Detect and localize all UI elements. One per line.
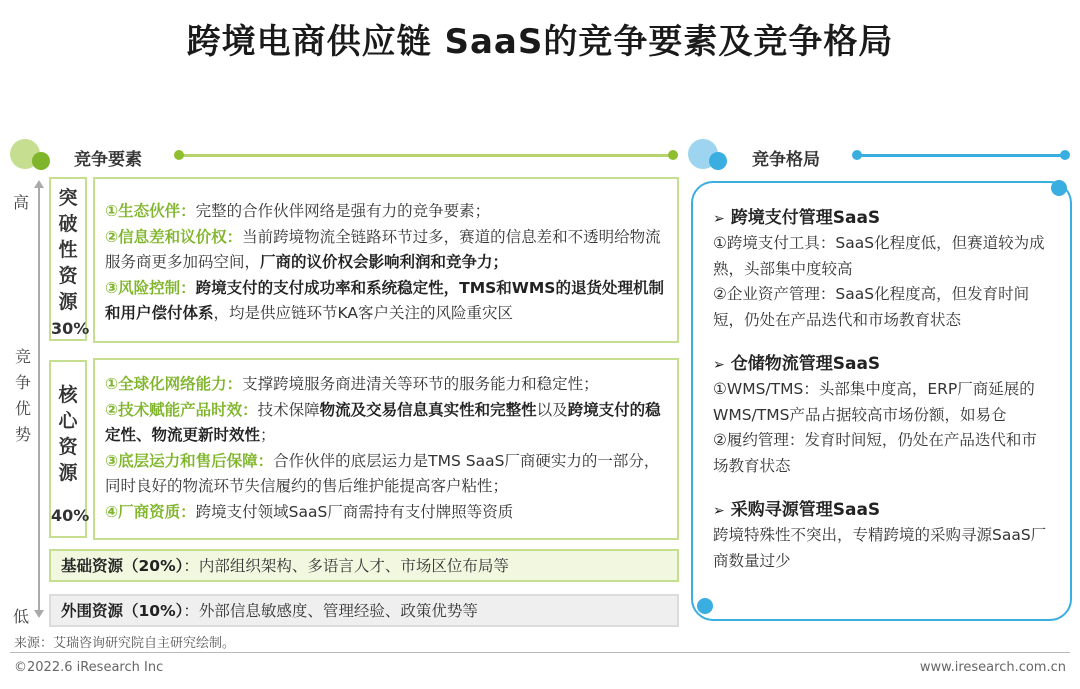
arrow-right-icon: ➢ — [713, 211, 725, 227]
core-resource-label: 核 心 资 源 40% — [49, 360, 87, 538]
right-header-line — [856, 154, 1066, 157]
axis-line — [38, 186, 40, 610]
right-header-dot-small — [709, 152, 727, 170]
breakthrough-item-2: ②信息差和议价权：当前跨境物流全链路环节过多，赛道的信息差和不透明给物流服务商更多加码空间，厂商的议价权会影响利润和竞争力； — [105, 227, 661, 271]
breakthrough-resource-box — [93, 177, 679, 343]
right-section-header: 竞争格局 — [752, 150, 820, 170]
breakthrough-pct: 30% — [51, 319, 90, 338]
landscape-section-warehouse: ➢ 仓储物流管理SaaS ①WMS/TMS：头部集中度高，ERP厂商延展的WMS/TMS产品占据较高市场份额，如易仓 ②履约管理：发育时间短，仍处在产品迭代和市场教育状态 — [713, 354, 1037, 475]
axis-low-label: 低 — [13, 607, 30, 626]
panel-corner-dot-top — [1051, 180, 1067, 196]
source-note: 来源：艾瑞咨询研究院自主研究绘制。 — [14, 636, 236, 651]
right-header-line-end-right — [1060, 150, 1070, 160]
basic-resource-bar: 基础资源（20%）：内部组织架构、多语言人才、市场区位布局等 — [49, 549, 679, 582]
footer-divider — [10, 652, 1070, 653]
core-item-4: ④厂商资质：跨境支付领域SaaS厂商需持有支付牌照等资质 — [105, 502, 514, 521]
left-header-line-end-left — [174, 150, 184, 160]
axis-mid-label: 竞 争 优 势 — [14, 347, 31, 444]
footer-website: www.iresearch.com.cn — [919, 660, 1066, 675]
core-item-2: ②技术赋能产品时效：技术保障物流及交易信息真实性和完整性以及跨境支付的稳定性、物流更新时效性； — [105, 400, 661, 444]
right-header-line-end-left — [852, 150, 862, 160]
page-title: 跨境电商供应链 SaaS的竞争要素及竞争格局 — [186, 22, 894, 62]
landscape-section-sourcing: ➢ 采购寻源管理SaaS 跨境特殊性不突出，专精跨境的采购寻源SaaS厂商数量过少 — [713, 500, 1047, 570]
axis-arrow-down-icon — [34, 610, 44, 618]
arrow-right-icon: ➢ — [713, 503, 725, 519]
left-header-dot-small — [32, 152, 50, 170]
axis-arrow-up-icon — [34, 180, 44, 188]
left-header-line — [178, 154, 674, 157]
panel-corner-dot-bottom — [697, 598, 713, 614]
core-item-1: ①全球化网络能力：支撑跨境服务商进清关等环节的服务能力和稳定性； — [105, 375, 599, 393]
core-item-3: ③底层运力和售后保障：合作伙伴的底层运力是TMS SaaS厂商硬实力的一部分，同时良好的物流环节失信履约的售后维护能提高客户粘性； — [105, 451, 660, 495]
core-resource-box — [93, 358, 679, 540]
arrow-right-icon: ➢ — [713, 357, 725, 373]
left-section-header: 竞争要素 — [74, 150, 142, 170]
left-header-line-end-right — [668, 150, 678, 160]
breakthrough-resource-label: 突 破 性 资 源 30% — [49, 177, 87, 341]
core-pct: 40% — [51, 506, 90, 525]
axis-high-label: 高 — [13, 193, 30, 212]
breakthrough-item-1: ①生态伙伴：完整的合作伙伴网络是强有力的竞争要素； — [105, 202, 491, 220]
peripheral-resource-bar: 外围资源（10%）：外部信息敏感度、管理经验、政策优势等 — [49, 594, 679, 627]
competitive-landscape-panel — [691, 181, 1072, 621]
footer-copyright: ©2022.6 iResearch Inc — [14, 660, 164, 675]
breakthrough-item-3: ③风险控制：跨境支付的支付成功率和系统稳定性，TMS和WMS的退货处理机制和用户偿付体系，均是供应链环节KA客户关注的风险重灾区 — [105, 278, 664, 322]
landscape-section-payment: ➢ 跨境支付管理SaaS ①跨境支付工具：SaaS化程度低，但赛道较为成熟，头部集中度较高 ②企业资产管理：SaaS化程度高，但发育时间短，仍处在产品迭代和市场教育状态 — [713, 208, 1045, 329]
